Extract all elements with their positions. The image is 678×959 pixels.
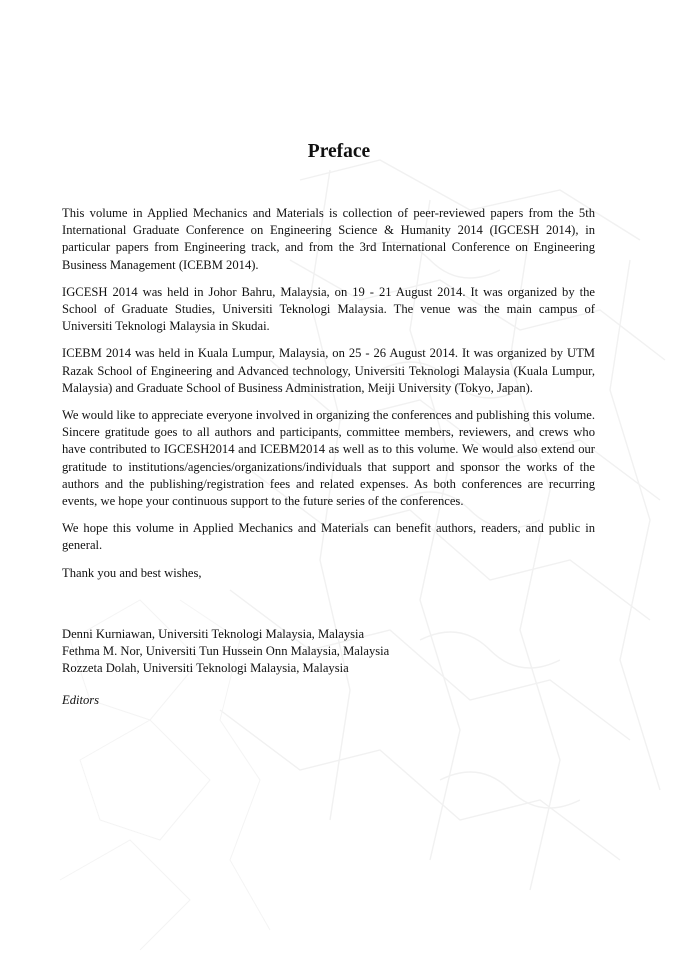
- page-title: Preface: [307, 141, 371, 162]
- paragraph: This volume in Applied Mechanics and Materials is collection of peer-reviewed papers from the 5th International Graduate Conference on Engineering Science & Humanity 2014 (IGCESH 2014), in particular papers from Engineering track, and from the 3rd International Conference on Engineering Business Management (ICEBM 2014).: [62, 206, 595, 272]
- editor-list: [62, 626, 595, 678]
- editor-entry: Fethma M. Nor, Universiti Tun Hussein Onn Malaysia, Malaysia: [62, 644, 390, 659]
- closing-line: Thank you and best wishes,: [62, 565, 202, 580]
- editor-entry: Rozzeta Dolah, Universiti Teknologi Malaysia, Malaysia: [62, 661, 349, 676]
- paragraph: IGCESH 2014 was held in Johor Bahru, Malaysia, on 19 - 21 August 2014. It was organized by the School of Graduate Studies, Universiti Teknologi Malaysia. The venue was the main campus of Universiti Teknologi Malaysia in Skudai.: [62, 284, 595, 334]
- paragraph: ICEBM 2014 was held in Kuala Lumpur, Malaysia, on 25 - 26 August 2014. It was organized by UTM Razak School of Engineering and Advanced technology, Universiti Teknologi Malaysia (Kuala Lumpur, Malaysia) and Graduate School of Business Administration, Meiji University (Tokyo, Japan).: [62, 346, 595, 395]
- editors-label: Editors: [62, 693, 100, 708]
- paragraph: We would like to appreciate everyone involved in organizing the conferences and publishing this volume. Sincere gratitude goes to all authors and participants, committee members, reviewers, and crews who have contributed to IGCESH2014 and ICEBM2014 as well as to this volume. We would also extend our gratitude to institutions/agencies/organizations/individuals that support and sponsor the works of the authors and the publishing/registration fees and related expenses. As both conferences are recurring events, we hope your continuous support to the future series of the conferences.: [62, 408, 595, 509]
- paragraph: We hope this volume in Applied Mechanics and Materials can benefit authors, readers, and public in general.: [62, 521, 595, 553]
- editor-entry: Denni Kurniawan, Universiti Teknologi Malaysia, Malaysia: [62, 626, 365, 641]
- preface-body: [62, 205, 595, 710]
